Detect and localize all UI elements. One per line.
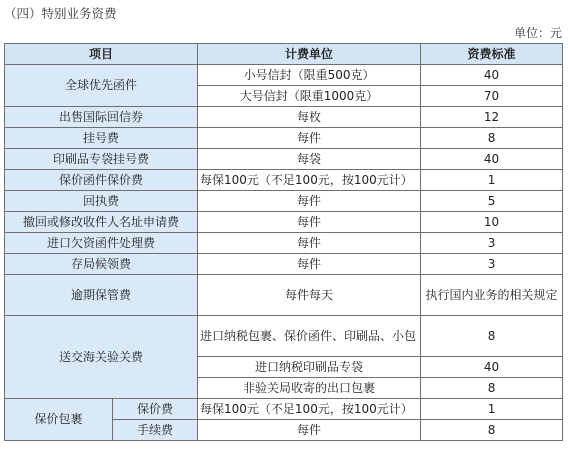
billing-unit-cell: 每件 bbox=[198, 191, 421, 212]
item-cell: 进口欠资函件处理费 bbox=[5, 233, 198, 254]
currency-unit-label: 单位：元 bbox=[513, 26, 562, 40]
billing-unit-cell: 每袋 bbox=[198, 149, 421, 170]
item-cell: 存局候领费 bbox=[5, 254, 198, 275]
billing-unit-cell: 每件 bbox=[198, 128, 421, 149]
billing-unit-cell: 每件 bbox=[198, 420, 421, 441]
billing-unit-cell: 每保100元（不足100元，按100元计） bbox=[198, 170, 421, 191]
fee-cell: 8 bbox=[421, 316, 563, 357]
table-row bbox=[5, 254, 563, 275]
sub-item-cell: 手续费 bbox=[113, 420, 198, 441]
table-row bbox=[5, 170, 563, 191]
header-billing-unit: 计费单位 bbox=[198, 44, 421, 65]
fee-cell: 70 bbox=[421, 86, 563, 107]
item-cell: 保价包裹 bbox=[5, 399, 113, 441]
billing-unit-cell: 每件 bbox=[198, 212, 421, 233]
fee-cell: 10 bbox=[421, 212, 563, 233]
fee-cell: 1 bbox=[421, 399, 563, 420]
table-row bbox=[5, 65, 563, 86]
table-header-row bbox=[5, 44, 563, 65]
item-cell: 逾期保管费 bbox=[5, 275, 198, 316]
fee-cell: 12 bbox=[421, 107, 563, 128]
table-row bbox=[5, 212, 563, 233]
header-item: 项目 bbox=[5, 44, 198, 65]
billing-unit-cell: 小号信封（限重500克） bbox=[198, 65, 421, 86]
fee-cell: 40 bbox=[421, 357, 563, 378]
billing-unit-cell: 每保100元（不足100元，按100元计） bbox=[198, 399, 421, 420]
fee-cell: 8 bbox=[421, 128, 563, 149]
billing-unit-cell: 每件 bbox=[198, 233, 421, 254]
item-cell: 撤回或修改收件人名址申请费 bbox=[5, 212, 198, 233]
billing-unit-cell: 进口纳税印刷品专袋 bbox=[198, 357, 421, 378]
fee-cell: 3 bbox=[421, 254, 563, 275]
sub-item-cell: 保价费 bbox=[113, 399, 198, 420]
item-cell: 回执费 bbox=[5, 191, 198, 212]
item-cell: 保价函件保价费 bbox=[5, 170, 198, 191]
fee-cell: 8 bbox=[421, 378, 563, 399]
header-fee-standard: 资费标准 bbox=[421, 44, 563, 65]
fee-cell: 1 bbox=[421, 170, 563, 191]
table-row bbox=[5, 107, 563, 128]
fee-cell: 40 bbox=[421, 65, 563, 86]
item-cell: 挂号费 bbox=[5, 128, 198, 149]
item-cell: 送交海关验关费 bbox=[5, 316, 198, 399]
billing-unit-cell: 大号信封（限重1000克） bbox=[198, 86, 421, 107]
fee-cell: 40 bbox=[421, 149, 563, 170]
table-row bbox=[5, 149, 563, 170]
billing-unit-cell: 非验关局收寄的出口包裹 bbox=[198, 378, 421, 399]
fee-cell: 8 bbox=[421, 420, 563, 441]
table-row bbox=[5, 128, 563, 149]
billing-unit-cell: 每枚 bbox=[198, 107, 421, 128]
fee-cell: 5 bbox=[421, 191, 563, 212]
billing-unit-cell: 进口纳税包裹、保价函件、印刷品、小包 bbox=[198, 316, 421, 357]
table-row bbox=[5, 275, 563, 316]
table-row bbox=[5, 233, 563, 254]
fee-table bbox=[4, 43, 563, 441]
item-cell: 全球优先函件 bbox=[5, 65, 198, 107]
item-cell: 出售国际回信券 bbox=[5, 107, 198, 128]
item-cell: 印刷品专袋挂号费 bbox=[5, 149, 198, 170]
table-row bbox=[5, 191, 563, 212]
billing-unit-cell: 每件每天 bbox=[198, 275, 421, 316]
table-row bbox=[5, 399, 563, 420]
billing-unit-cell: 每件 bbox=[198, 254, 421, 275]
fee-cell: 执行国内业务的相关规定 bbox=[421, 275, 563, 316]
section-title: （四）特别业务资费 bbox=[4, 6, 117, 21]
fee-cell: 3 bbox=[421, 233, 563, 254]
table-row bbox=[5, 316, 563, 357]
